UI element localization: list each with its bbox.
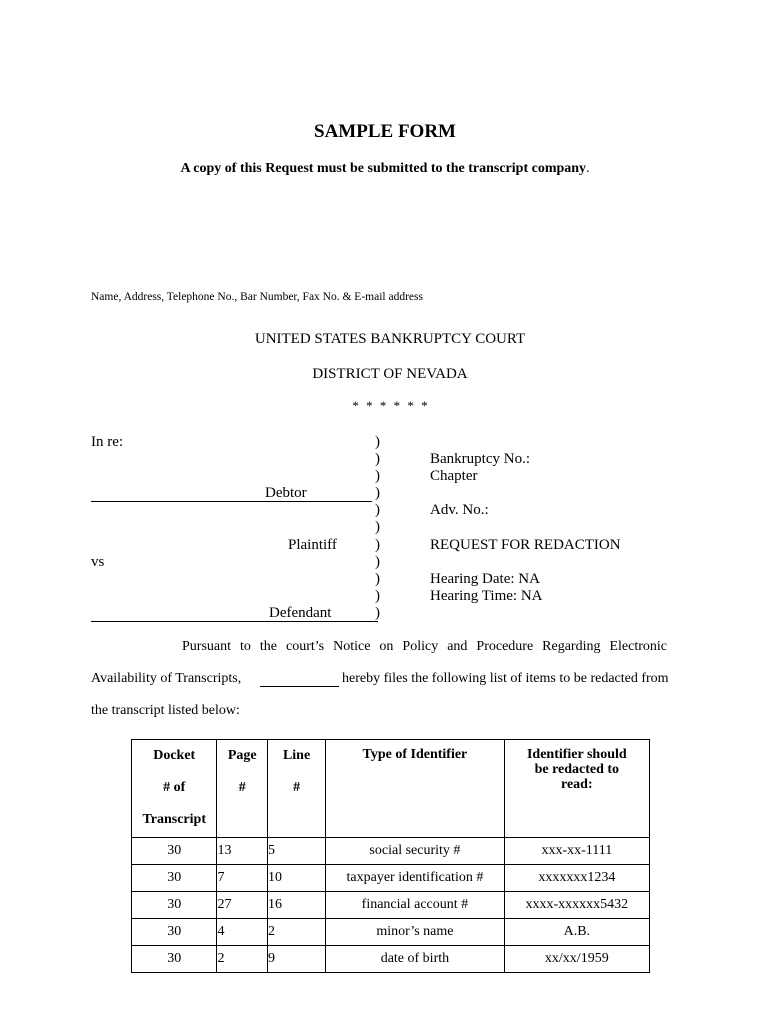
bankruptcy-no-label: Bankruptcy No.: xyxy=(430,451,530,467)
court-district: DISTRICT OF NEVADA xyxy=(312,366,468,382)
cell-type: minor’s name xyxy=(326,919,504,946)
table-row xyxy=(132,919,650,946)
cell-line: 16 xyxy=(267,892,325,919)
body-paragraph-line-2-start: Availability of Transcripts, xyxy=(91,671,242,686)
caption-paren: ) xyxy=(375,537,380,553)
debtor-name-line[interactable] xyxy=(91,501,372,502)
cell-page: 4 xyxy=(217,919,267,946)
header-identifier-redacted xyxy=(504,740,649,838)
header-identifier-line: be redacted to xyxy=(534,762,620,777)
debtor-label: Debtor xyxy=(265,485,307,501)
cell-line: 2 xyxy=(267,919,325,946)
header-line xyxy=(267,740,325,838)
form-title: SAMPLE FORM xyxy=(314,121,456,142)
filer-name-blank[interactable] xyxy=(260,686,339,687)
cell-docket: 30 xyxy=(132,838,217,865)
cell-type: taxpayer identification # xyxy=(326,865,504,892)
hearing-date: Hearing Date: NA xyxy=(430,571,540,587)
redaction-table xyxy=(131,739,650,973)
cell-docket: 30 xyxy=(132,946,217,973)
header-identifier-line: Identifier should xyxy=(526,747,627,762)
request-title: REQUEST FOR REDACTION xyxy=(430,537,621,553)
header-page xyxy=(217,740,267,838)
caption-paren: ) xyxy=(375,588,380,604)
header-docket xyxy=(132,740,217,838)
cell-page: 7 xyxy=(217,865,267,892)
header-line-line: # xyxy=(293,780,301,795)
chapter-label: Chapter xyxy=(430,468,478,484)
header-docket-line: Docket xyxy=(153,748,196,763)
form-subtitle xyxy=(0,161,770,177)
adv-no-label: Adv. No.: xyxy=(430,502,489,518)
table-row xyxy=(132,892,650,919)
defendant-name-line[interactable] xyxy=(91,621,378,622)
cell-page: 13 xyxy=(217,838,267,865)
cell-type: date of birth xyxy=(326,946,504,973)
defendant-label: Defendant xyxy=(269,605,332,621)
cell-redacted-value: xxxxxxx1234 xyxy=(504,865,649,892)
caption-paren: ) xyxy=(375,571,380,587)
cell-line: 5 xyxy=(267,838,325,865)
cell-line: 10 xyxy=(267,865,325,892)
caption-paren: ) xyxy=(375,554,380,570)
cell-line: 9 xyxy=(267,946,325,973)
cell-redacted-value: xx/xx/1959 xyxy=(504,946,649,973)
header-page-line: Page xyxy=(227,748,257,763)
cell-docket: 30 xyxy=(132,919,217,946)
caption-paren: ) xyxy=(375,502,380,518)
body-paragraph-line-3: the transcript listed below: xyxy=(91,703,240,718)
header-page-line: # xyxy=(238,780,246,795)
cell-type: financial account # xyxy=(326,892,504,919)
cell-redacted-value: A.B. xyxy=(504,919,649,946)
cell-type: social security # xyxy=(326,838,504,865)
attorney-info-label: Name, Address, Telephone No., Bar Number, Fax No. & E-mail address xyxy=(91,291,423,303)
caption-paren: ) xyxy=(375,451,380,467)
caption-paren: ) xyxy=(375,605,380,621)
table-header-row xyxy=(132,740,650,838)
header-identifier-line: read: xyxy=(561,777,593,792)
hearing-time: Hearing Time: NA xyxy=(430,588,543,604)
cell-docket: 30 xyxy=(132,892,217,919)
separator-stars: * * * * * * xyxy=(352,398,430,413)
body-paragraph-line-2-end: hereby files the following list of items to be redacted from xyxy=(342,671,669,686)
table-row xyxy=(132,946,650,973)
cell-docket: 30 xyxy=(132,865,217,892)
header-type-of-identifier xyxy=(326,740,504,838)
caption-paren: ) xyxy=(375,519,380,535)
cell-page: 27 xyxy=(217,892,267,919)
subtitle-text: A copy of this Request must be submitted to the transcript company xyxy=(180,161,587,176)
caption-paren: ) xyxy=(375,485,380,501)
caption-paren: ) xyxy=(375,468,380,484)
cell-redacted-value: xxx-xx-1111 xyxy=(504,838,649,865)
caption-paren: ) xyxy=(375,434,380,450)
cell-page: 2 xyxy=(217,946,267,973)
body-paragraph-line-1: Pursuant to the court’s Notice on Policy and Procedure Regarding Electronic xyxy=(182,639,668,654)
header-docket-line: # of xyxy=(163,780,186,795)
court-name: UNITED STATES BANKRUPTCY COURT xyxy=(254,331,526,347)
in-re-label: In re: xyxy=(91,434,124,450)
header-docket-line: Transcript xyxy=(142,812,206,827)
table-row xyxy=(132,865,650,892)
vs-label: vs xyxy=(91,554,105,570)
header-line-line: Line xyxy=(282,748,311,763)
header-type-text: Type of Identifier xyxy=(362,747,468,762)
table-row xyxy=(132,838,650,865)
cell-redacted-value: xxxx-xxxxxx5432 xyxy=(504,892,649,919)
subtitle-period: . xyxy=(586,161,590,176)
plaintiff-label: Plaintiff xyxy=(288,537,337,553)
